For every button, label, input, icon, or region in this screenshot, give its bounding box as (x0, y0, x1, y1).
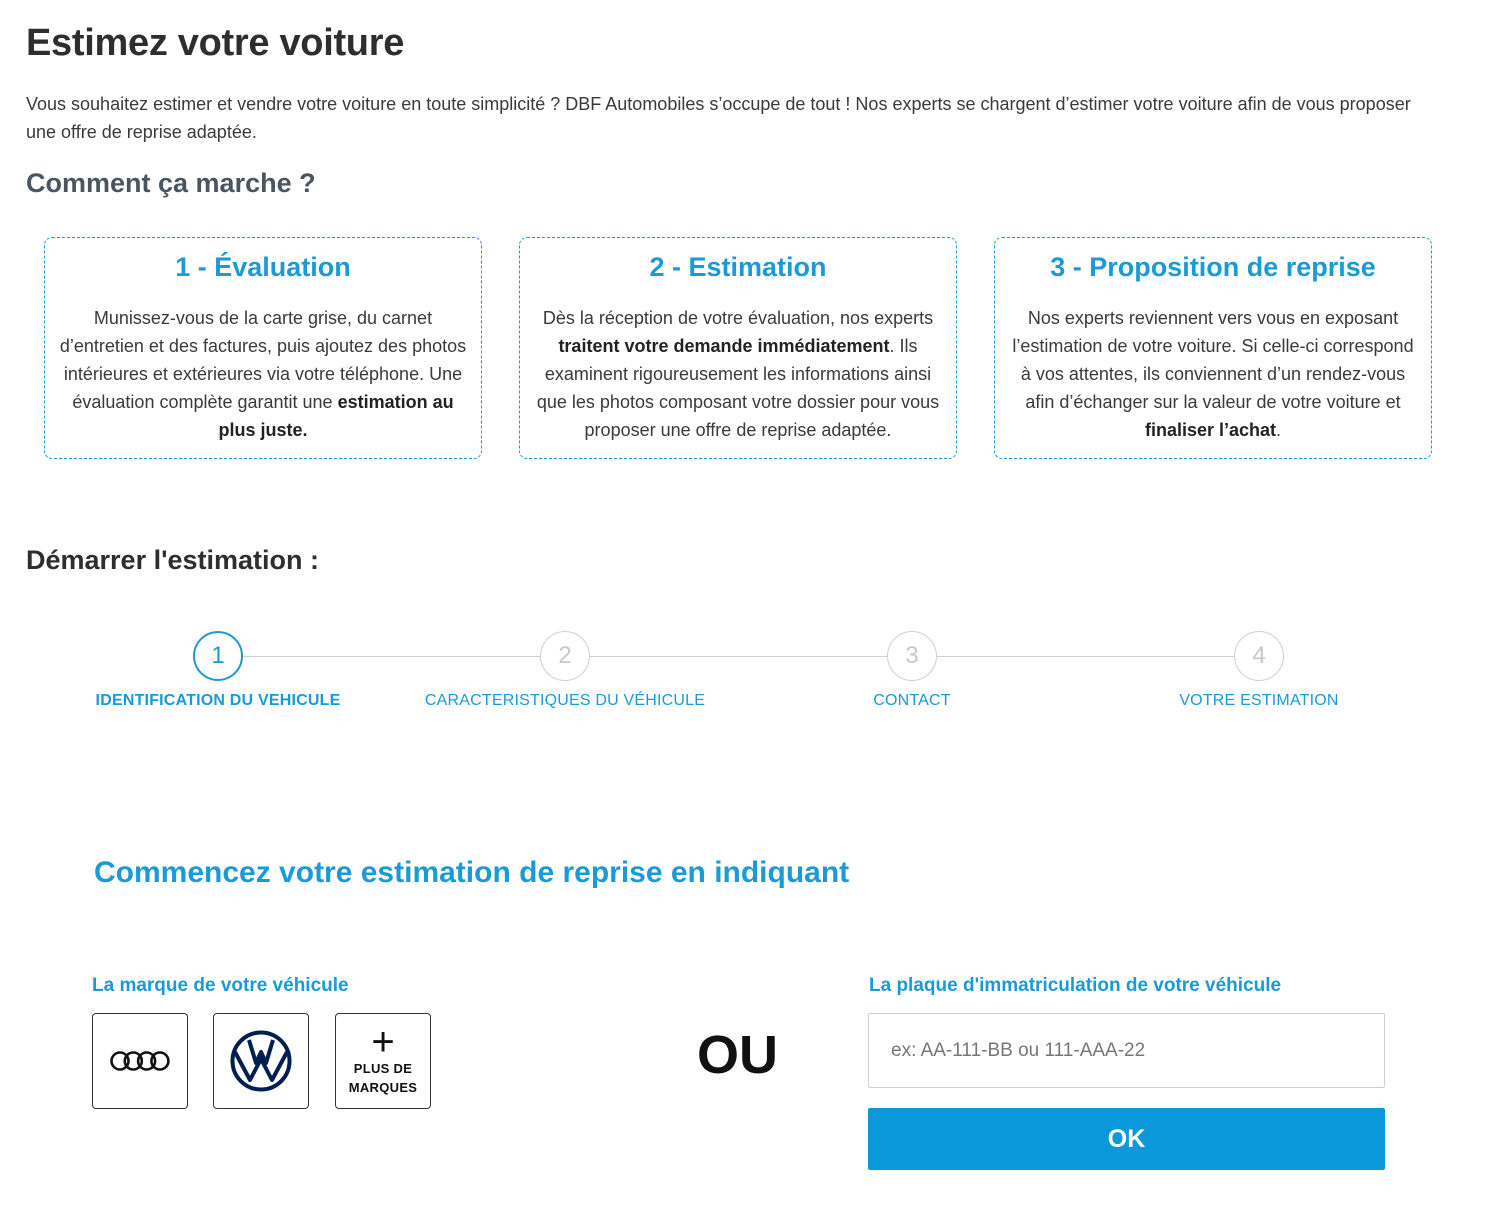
step-card-title: 3 - Proposition de reprise (1050, 252, 1376, 282)
audi-logo-icon (109, 1050, 171, 1072)
or-separator: OU (697, 1025, 778, 1085)
more-brands-label-line2: MARQUES (348, 1080, 418, 1095)
step-card-evaluation (44, 237, 482, 459)
step-3-label: CONTACT (873, 692, 951, 709)
step-card-proposition (994, 237, 1432, 459)
page-title: Estimez votre voiture (26, 22, 405, 64)
submit-plate-button[interactable]: OK (868, 1108, 1385, 1170)
step-1-label: IDENTIFICATION DU VEHICULE (95, 692, 341, 709)
start-estimation-title: Démarrer l'estimation : (26, 545, 320, 575)
more-brands-button[interactable] (335, 1013, 431, 1109)
plate-section-title: La plaque d'immatriculation de votre véhicule (869, 975, 1282, 996)
intro-text: Vous souhaitez estimer et vendre votre voiture en toute simplicité ? DBF Automobiles s’occupe de tout ! Nos experts se chargent d’estimer votre voiture afin de vous proposer une offre de reprise adaptée. (26, 94, 1411, 142)
license-plate-input[interactable] (868, 1013, 1385, 1088)
step-card-text: Munissez-vous de la carte grise, du carnet d’entretien et des factures, puis ajoutez des photos intérieures et extérieures via votre téléphone. Une évaluation complète garantit une estimation au plus juste. (59, 308, 467, 440)
vw-logo-icon (230, 1030, 292, 1092)
step-1-circle: 1 (193, 631, 243, 681)
brand-section-title: La marque de votre véhicule (92, 975, 349, 996)
step-card-title: 2 - Estimation (649, 252, 827, 282)
progress-stepper (0, 630, 1488, 730)
how-it-works-title: Comment ça marche ? (26, 168, 316, 198)
step-4-circle: 4 (1234, 631, 1284, 681)
step-card-text: Nos experts reviennent vers vous en exposant l’estimation de votre voiture. Si celle-ci correspond à vos attentes, ils conviennent d’un rendez-vous afin d’échanger sur la valeur de votre voiture et finaliser l’achat. (1012, 308, 1414, 440)
step-card-estimation (519, 237, 957, 459)
step-card-text: Dès la réception de votre évaluation, nos experts traitent votre demande immédiatement. Ils examinent rigoureusement les informations ainsi que les photos composant votre dossier pour vous proposer une offre de reprise adaptée. (536, 308, 940, 440)
step-card-title: 1 - Évaluation (175, 252, 351, 282)
stepper-line (218, 656, 1258, 657)
step-4-label: VOTRE ESTIMATION (1179, 692, 1339, 709)
plus-icon: + (371, 1020, 395, 1064)
more-brands-label-line1: PLUS DE (353, 1061, 413, 1076)
brand-tile-volkswagen[interactable] (213, 1013, 309, 1109)
step-3-circle: 3 (887, 631, 937, 681)
step-2-label: CARACTERISTIQUES DU VÉHICULE (424, 692, 706, 709)
estimate-form-title: Commencez votre estimation de reprise en indiquant (94, 856, 850, 889)
step-2-circle: 2 (540, 631, 590, 681)
brand-tile-audi[interactable] (92, 1013, 188, 1109)
